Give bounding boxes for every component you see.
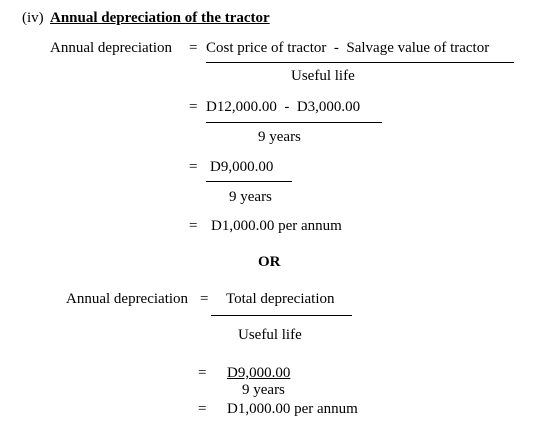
- equals-sign: =: [198, 401, 207, 417]
- result-value: D1,000.00 per annum: [227, 401, 358, 417]
- equals-sign: =: [189, 99, 198, 115]
- step-numerator: D9,000.00: [210, 159, 274, 175]
- fraction-bar: [206, 62, 514, 63]
- formula-denominator: Useful life: [238, 327, 302, 343]
- equals-sign: =: [198, 365, 207, 381]
- equals-sign: =: [189, 218, 198, 234]
- step-denominator: 9 years: [258, 129, 301, 145]
- fraction-bar: [211, 315, 352, 316]
- formula-numerator: Cost price of tractor - Salvage value of tractor: [206, 40, 490, 56]
- step-denominator: 9 years: [242, 382, 285, 398]
- result-value: D1,000.00 per annum: [211, 218, 342, 234]
- equals-sign: =: [200, 291, 209, 307]
- step-denominator: 9 years: [229, 189, 272, 205]
- step-numerator: D12,000.00 - D3,000.00: [206, 99, 361, 115]
- formula-label: Annual depreciation: [50, 40, 173, 56]
- equals-sign: =: [189, 159, 198, 175]
- formula-denominator: Useful life: [291, 68, 355, 84]
- step-numerator: D9,000.00: [227, 365, 291, 381]
- section-title: Annual depreciation of the tractor: [50, 10, 270, 26]
- formula-label: Annual depreciation: [66, 291, 189, 307]
- fraction-bar: [206, 181, 292, 182]
- equals-sign: =: [189, 40, 198, 56]
- formula-numerator: Total depreciation: [226, 291, 335, 307]
- fraction-bar: [206, 122, 382, 123]
- section-number: (iv): [22, 10, 44, 26]
- or-label: OR: [258, 254, 281, 270]
